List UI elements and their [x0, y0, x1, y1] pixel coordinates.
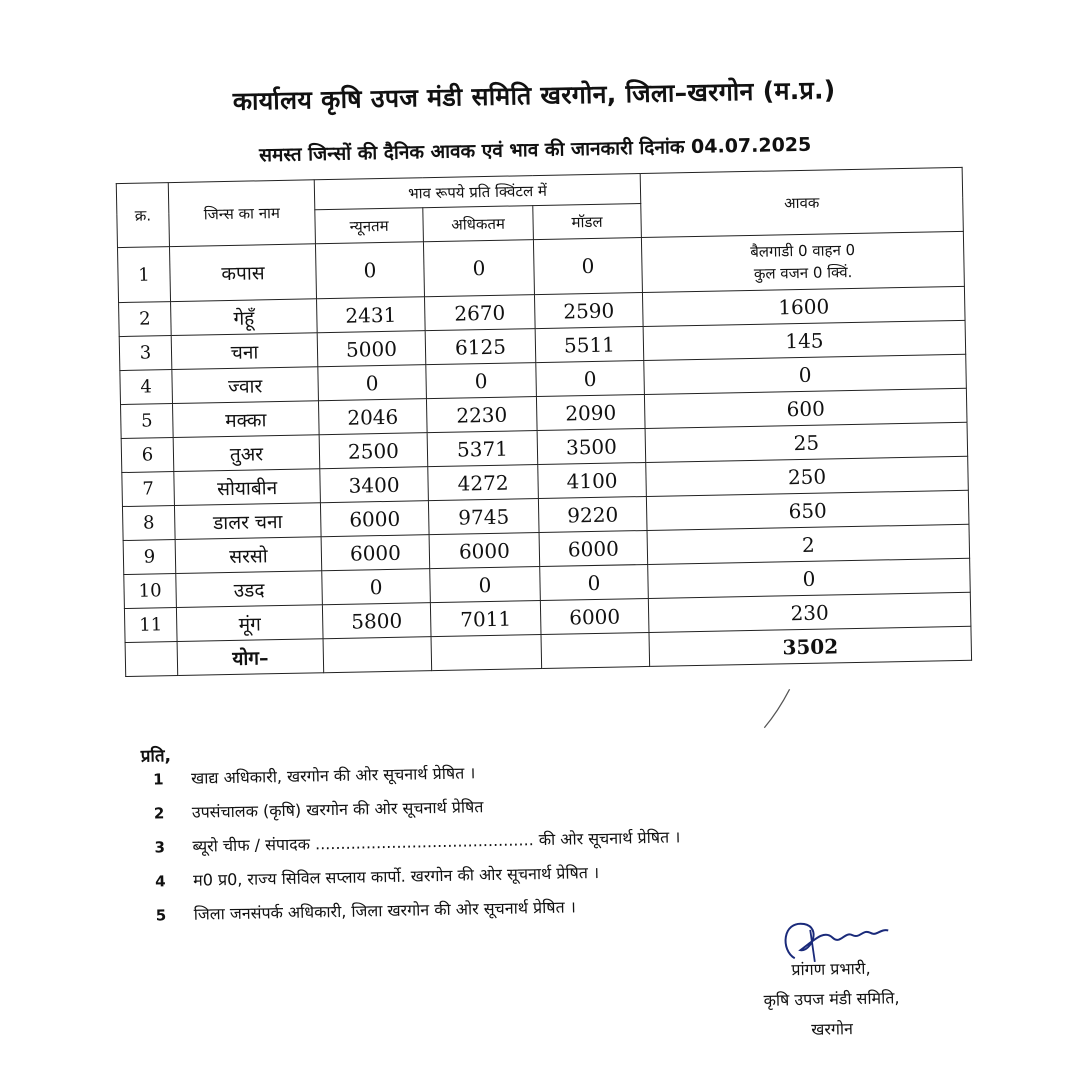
row-max-price: 6000	[429, 533, 540, 569]
row-max-price: 6125	[425, 329, 536, 365]
row-modal-price: 6000	[540, 598, 649, 634]
row-modal-price: 6000	[539, 530, 648, 566]
row-max-price: 9745	[428, 499, 539, 535]
office-title: कार्यालय कृषि उपज मंडी समिति खरगोन, जिला–खरगोन (म.प्र.)	[232, 75, 836, 116]
distribution-heading: प्रति,	[140, 746, 172, 767]
row-modal-price: 0	[540, 564, 649, 600]
row-modal-price: 2590	[534, 293, 643, 329]
handwritten-signature	[770, 908, 901, 970]
header-price-group: भाव रूपये प्रति क्विंटल में	[314, 174, 641, 210]
header-modal-price: मॉडल	[533, 204, 642, 240]
list-item-number: 2	[153, 804, 165, 823]
header-arrival: आवक	[640, 167, 963, 237]
list-item-text: खाद्य अधिकारी, खरगोन की ओर सूचनार्थ प्रेषित ।	[191, 763, 476, 788]
total-arrival: 3502	[649, 626, 972, 666]
row-modal-price: 5511	[535, 327, 644, 363]
row-serial: 7	[122, 472, 175, 507]
row-min-price: 2431	[317, 297, 426, 333]
total-serial-blank	[125, 642, 178, 677]
total-min-blank	[323, 637, 432, 673]
header-serial: क्र.	[116, 183, 169, 248]
row-modal-price: 0	[533, 238, 642, 295]
row-arrival: 650	[646, 490, 969, 530]
row-arrival: 250	[646, 456, 969, 496]
row-commodity: गेहूँ	[171, 299, 318, 336]
row-min-price: 0	[315, 242, 424, 299]
row-arrival: 230	[648, 592, 971, 632]
row-commodity: मूंग	[176, 605, 323, 642]
row-max-price: 0	[430, 567, 541, 603]
total-modal-blank	[541, 632, 650, 668]
row-serial: 1	[117, 247, 170, 303]
row-min-price: 2046	[318, 399, 427, 435]
row-commodity: ज्वार	[172, 367, 319, 404]
header-commodity: जिन्स का नाम	[168, 180, 315, 247]
list-item-text: जिला जनसंपर्क अधिकारी, जिला खरगोन की ओर सूचनार्थ प्रेषित ।	[193, 897, 576, 924]
row-serial: 11	[124, 608, 177, 643]
row-max-price: 4272	[428, 465, 539, 501]
row-serial: 10	[124, 574, 177, 609]
row-modal-price: 2090	[536, 394, 645, 430]
row-arrival: 0	[648, 558, 971, 598]
row-max-price: 2670	[424, 295, 535, 331]
header-min-price: न्यूनतम	[315, 208, 424, 244]
row-min-price: 0	[322, 569, 431, 605]
list-item-text: उपसंचालक (कृषि) खरगोन की ओर सूचनार्थ प्रेषित	[191, 797, 484, 822]
row-arrival: 2	[647, 524, 970, 564]
row-arrival	[641, 231, 964, 292]
row-min-price: 0	[318, 365, 427, 401]
row-serial: 3	[119, 336, 172, 371]
rates-arrival-table	[116, 167, 972, 677]
row-max-price: 5371	[427, 431, 538, 467]
distribution-list	[147, 755, 790, 937]
total-label: योग–	[177, 639, 324, 676]
row-serial: 8	[122, 506, 175, 541]
row-modal-price: 4100	[538, 462, 647, 498]
row-arrival: 145	[643, 320, 966, 360]
signatory-place: खरगोन	[811, 1019, 854, 1039]
list-item-text: म0 प्र0, राज्य सिविल सप्लाय कार्पो. खरगोन की ओर सूचनार्थ प्रेषित ।	[192, 862, 600, 890]
report-subtitle: समस्त जिन्सों की दैनिक आवक एवं भाव की जानकारी दिनांक 04.07.2025	[258, 133, 812, 167]
header-max-price: अधिकतम	[423, 206, 534, 242]
row-modal-price: 0	[536, 361, 645, 397]
row-serial: 2	[119, 302, 172, 337]
row-min-price: 2500	[319, 433, 428, 469]
row-modal-price: 3500	[537, 428, 646, 464]
row-serial: 6	[121, 438, 174, 473]
row-min-price: 3400	[320, 467, 429, 503]
row-commodity: सोयाबीन	[174, 469, 321, 506]
list-item-number: 4	[154, 872, 166, 891]
row-serial: 5	[121, 404, 174, 439]
row-max-price: 7011	[430, 601, 541, 637]
row-arrival: 1600	[642, 286, 965, 326]
signatory-designation: प्रांगण प्रभारी,	[791, 958, 871, 980]
row-modal-price: 9220	[538, 496, 647, 532]
row-min-price: 5800	[322, 603, 431, 639]
row-min-price: 5000	[317, 331, 426, 367]
row-commodity: कपास	[169, 244, 316, 302]
row-serial: 4	[120, 370, 173, 405]
pen-stroke-mark	[758, 685, 799, 736]
row-arrival: 0	[644, 354, 967, 394]
list-item-text: ब्यूरो चीफ / संपादक ........................................... की ओर सूचनार्थ प्रेषित ।	[192, 827, 681, 856]
row-commodity: चना	[171, 333, 318, 370]
row-min-price: 6000	[321, 535, 430, 571]
list-item-number: 3	[154, 838, 166, 857]
arrival-weight: कुल वजन 0 क्विं.	[753, 262, 853, 283]
row-arrival: 600	[644, 388, 967, 428]
row-commodity: मक्का	[173, 401, 320, 438]
row-arrival: 25	[645, 422, 968, 462]
list-item-number: 5	[155, 906, 167, 925]
row-serial: 9	[123, 540, 176, 575]
total-max-blank	[431, 635, 542, 671]
arrival-vehicles: बैलगाडी 0 वाहन 0	[750, 240, 856, 261]
row-max-price: 2230	[426, 397, 537, 433]
row-commodity: सरसो	[175, 537, 322, 574]
signature-block	[711, 952, 953, 1047]
row-max-price: 0	[426, 363, 537, 399]
signatory-organization: कृषि उपज मंडी समिति,	[763, 988, 900, 1010]
row-max-price: 0	[423, 240, 534, 297]
row-min-price: 6000	[320, 501, 429, 537]
list-item-number: 1	[153, 770, 164, 789]
row-commodity: डालर चना	[174, 503, 321, 540]
row-commodity: तुअर	[173, 435, 320, 472]
row-commodity: उडद	[176, 571, 323, 608]
